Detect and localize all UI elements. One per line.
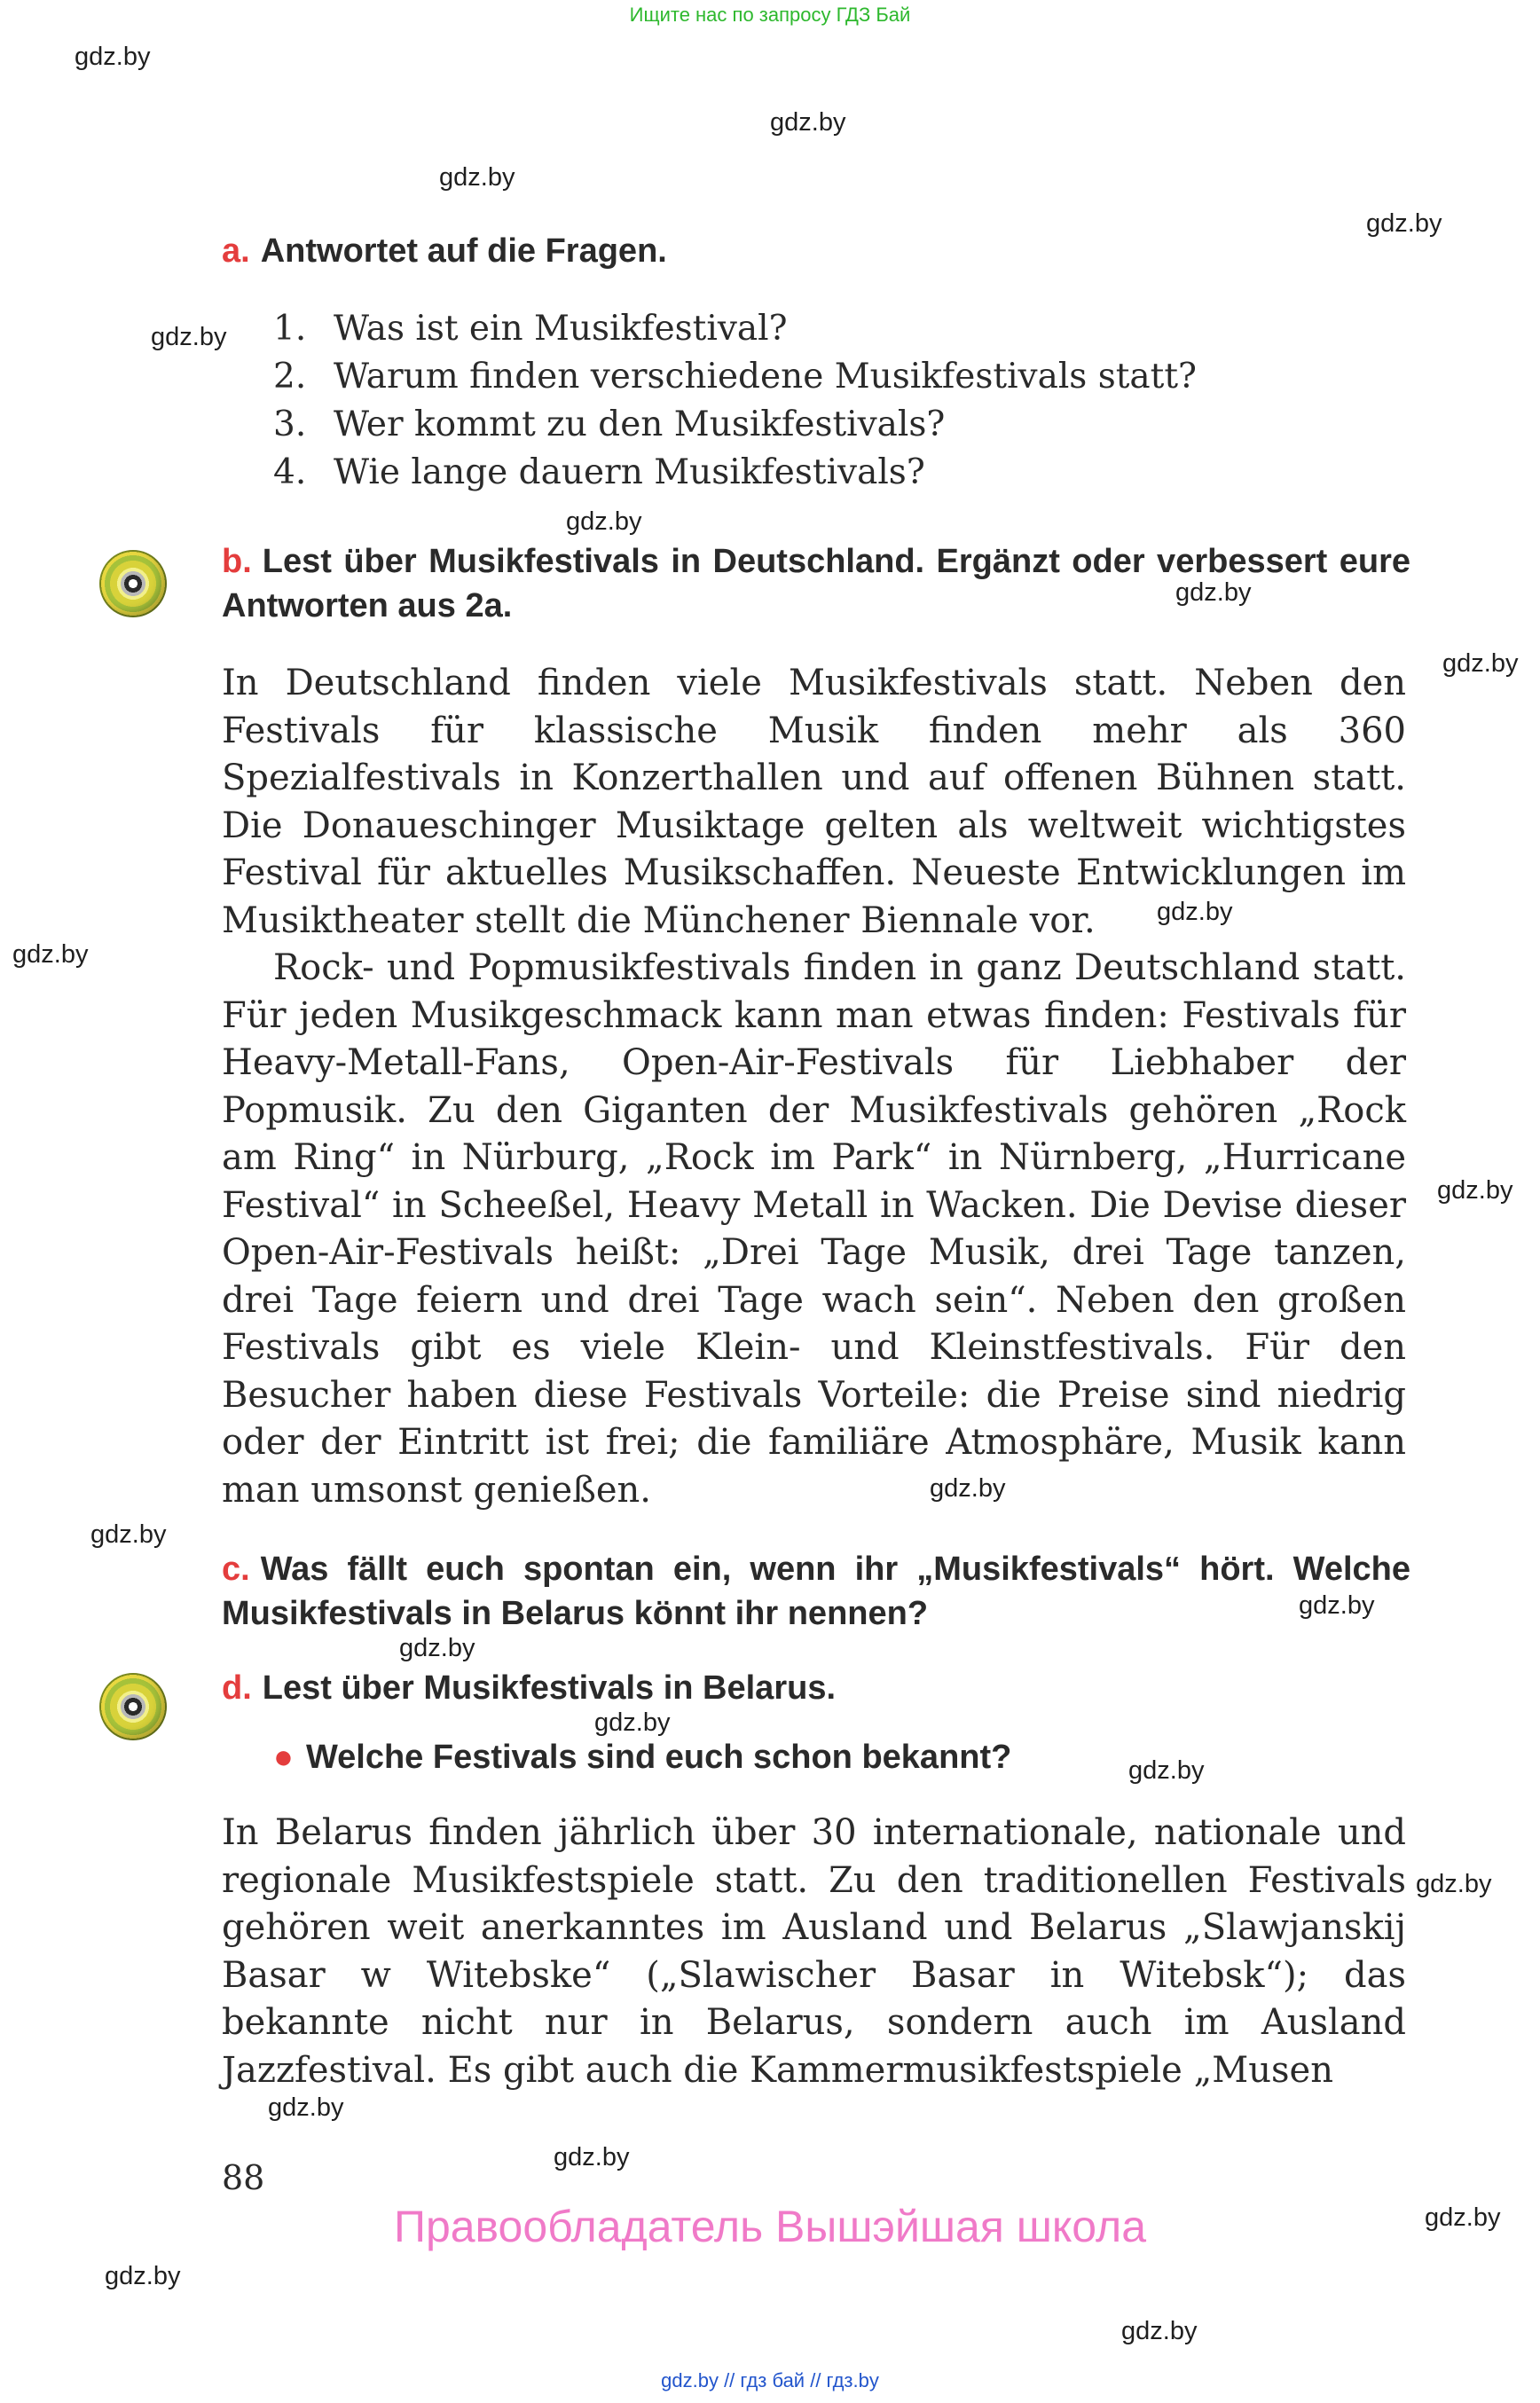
paragraph: In Deutschland finden viele Musikfestivals statt. Neben den Festivals für klassische Musik finden mehr als 360 Spezialfestivals in Konzerthallen und auf offenen Bühnen statt. Die Donaueschinger Musiktage gelten als weltweit wichtigstes Festival für aktuelles Musikschaffen. Neueste Entwicklungen im Musiktheater stellt die Münchener Biennale vor. bbox=[222, 663, 1406, 941]
page-number: 88 bbox=[222, 2158, 265, 2197]
task-a bbox=[222, 229, 1406, 273]
watermark: gdz.by bbox=[1416, 1870, 1492, 1898]
bottom-note: gdz.by // гдз бай // гдз.by bbox=[661, 2369, 879, 2391]
bullet-icon: ● bbox=[273, 1739, 294, 1776]
watermark: gdz.by bbox=[90, 1520, 167, 1549]
watermark: gdz.by bbox=[75, 43, 151, 71]
watermark: gdz.by bbox=[1157, 898, 1233, 926]
watermark: gdz.by bbox=[770, 108, 846, 137]
list-item bbox=[273, 401, 1197, 449]
task-letter: a. bbox=[222, 232, 250, 270]
watermark: gdz.by bbox=[399, 1634, 475, 1662]
watermark: gdz.by bbox=[1366, 209, 1442, 238]
task-text: Lest über Musikfestivals in Belarus. bbox=[262, 1669, 837, 1707]
text-belarus bbox=[222, 1810, 1406, 2094]
watermark: gdz.by bbox=[1437, 1176, 1513, 1205]
bullet-question bbox=[273, 1739, 1011, 1777]
watermark: gdz.by bbox=[105, 2262, 181, 2290]
paragraph: Rock- und Popmusikfestivals finden in ganz Deutschland statt. Für jeden Musikgeschmack kann man etwas finden: Festivals für Heavy-Metall-Fans, Open-Air-Festivals für Liebhaber der Popmusik. Zu den Giganten der Musikfestivals gehören „Rock am Ring“ in Nürburg, „Rock im Park“ in Nürnberg, „Hurricane Festival“ in Scheeßel, Heavy Metall in Wacken. Die Devise dieser Open-Air-Festivals heißt: „Drei Tage Musik, drei Tage tanzen, drei Tage feiern und drei Tage wach sein“. Neben den großen Festivals gibt es viele Klein- und Kleinstfestivals. Für den Besucher haben diese Festivals Vorteile: die Preise sind niedrig oder der Eintritt ist frei; die familiäre Atmosphäre, Musik kann man umsonst genießen. bbox=[222, 947, 1406, 1511]
watermark: gdz.by bbox=[594, 1708, 671, 1737]
list-text: Was ist ein Musikfestival? bbox=[334, 309, 788, 349]
watermark: gdz.by bbox=[268, 2093, 344, 2122]
top-note: Ищите нас по запросу ГДЗ Бай bbox=[629, 4, 911, 26]
watermark: gdz.by bbox=[439, 163, 515, 192]
task-text: Antwortet auf die Fragen. bbox=[260, 232, 667, 270]
task-letter: b. bbox=[222, 543, 252, 580]
list-number: 1. bbox=[273, 309, 307, 349]
list-number: 4. bbox=[273, 452, 307, 492]
watermark: gdz.by bbox=[1442, 649, 1519, 678]
list-item bbox=[273, 449, 1197, 497]
task-text: Lest über Musikfestivals in Deutschland. Ergänzt oder verbessert eure Antworten aus 2a. bbox=[222, 543, 1410, 624]
bullet-text: Welche Festivals sind euch schon bekannt? bbox=[305, 1739, 1012, 1776]
paragraph: In Belarus finden jährlich über 30 internationale, nationale und regionale Musikfestspiele statt. Zu den traditionellen Festivals gehören weit anerkanntes im Ausland und Belarus „Slawjanskij Basar w Witebske“ („Slawischer Basar in Witebsk“); das bekannte nicht nur in Belarus, sondern auch im Ausland Jazzfestival. Es gibt auch die Kammermusikfestspiele „Musen bbox=[222, 1812, 1406, 2091]
watermark: gdz.by bbox=[12, 940, 89, 969]
watermark: gdz.by bbox=[1425, 2203, 1501, 2232]
cd-icon[interactable] bbox=[99, 1673, 167, 1740]
watermark: gdz.by bbox=[1299, 1591, 1375, 1620]
task-c bbox=[222, 1547, 1410, 1636]
watermark: gdz.by bbox=[151, 323, 227, 351]
watermark: gdz.by bbox=[1128, 1756, 1205, 1785]
list-number: 3. bbox=[273, 404, 307, 444]
list-text: Wer kommt zu den Musikfestivals? bbox=[334, 404, 946, 444]
task-b bbox=[222, 539, 1410, 628]
question-list bbox=[273, 305, 1197, 497]
watermark: gdz.by bbox=[1175, 578, 1252, 607]
list-text: Warum finden verschiedene Musikfestivals statt? bbox=[334, 357, 1197, 397]
list-number: 2. bbox=[273, 357, 307, 397]
task-text: Was fällt euch spontan ein, wenn ihr „Musikfestivals“ hört. Welche Musikfestivals in Belarus könnt ihr nennen? bbox=[222, 1551, 1410, 1632]
list-text: Wie lange dauern Musikfestivals? bbox=[334, 452, 925, 492]
list-item bbox=[273, 305, 1197, 353]
rights-holder: Правообладатель Вышэйшая школа bbox=[394, 2202, 1146, 2251]
text-germany bbox=[222, 660, 1406, 1514]
task-letter: d. bbox=[222, 1669, 252, 1707]
watermark: gdz.by bbox=[566, 507, 642, 536]
watermark: gdz.by bbox=[930, 1474, 1006, 1503]
watermark: gdz.by bbox=[1121, 2317, 1198, 2345]
task-d bbox=[222, 1666, 1406, 1710]
watermark: gdz.by bbox=[554, 2143, 630, 2171]
list-item bbox=[273, 353, 1197, 401]
task-letter: c. bbox=[222, 1551, 250, 1588]
cd-icon[interactable] bbox=[99, 550, 167, 617]
